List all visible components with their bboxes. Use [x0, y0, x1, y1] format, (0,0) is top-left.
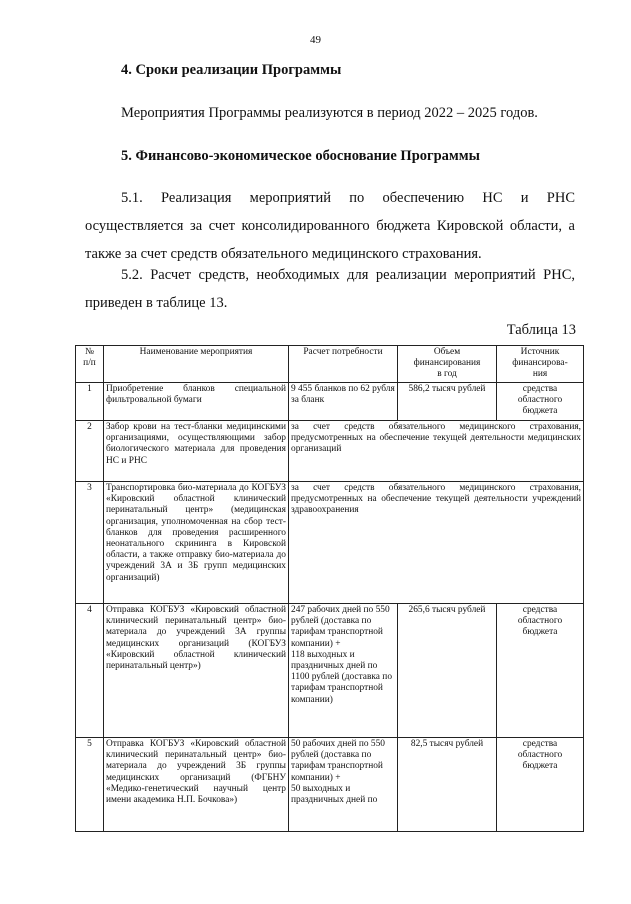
paragraph-5-1-line-3: также за счет средств обязательного медицинского страхования.: [85, 246, 482, 262]
row-name: Отправка КОГБУЗ «Кировский областной клинический перинатальный центр» био-материала до учреждений 3А группы медицинских организаций (КОГБУЗ «Кировский областной клинический перинатальный центр»): [104, 604, 289, 738]
row-num: 4: [76, 604, 104, 738]
header-source: Источник финансирова- ния: [497, 346, 584, 383]
paragraph-5-1-line-2: осуществляется за счет консолидированного бюджета Кировской области, а: [85, 218, 575, 234]
table-row: [76, 421, 584, 482]
row-num: 3: [76, 482, 104, 604]
section-4-heading: 4. Сроки реализации Программы: [121, 62, 342, 78]
table-header-row: [76, 346, 584, 383]
section-4-text: Мероприятия Программы реализуются в период 2022 – 2025 годов.: [121, 105, 538, 121]
row-source: средства областного бюджета: [497, 604, 584, 738]
table-row: [76, 383, 584, 421]
table-row: [76, 738, 584, 832]
row-calc: 247 рабочих дней по 550 рублей (доставка по тарифам транспортной компании) + 118 выходных и праздничных дней по 1100 рублей (доставка по тарифам транспортной компании): [289, 604, 398, 738]
table-row: [76, 482, 584, 604]
row-calc: 9 455 бланков по 62 рубля за бланк: [289, 383, 398, 421]
row-name: Забор крови на тест-бланки медицинскими организациями, осуществляющими забор биологического материала для проведения НС и РНС: [104, 421, 289, 482]
row-source: средства областного бюджета: [497, 738, 584, 832]
page-number: 49: [310, 34, 321, 46]
section-5-heading: 5. Финансово-экономическое обоснование Программы: [121, 148, 480, 164]
row-name: Отправка КОГБУЗ «Кировский областной клинический перинатальный центр» био-материала до учреждений 3Б группы медицинских организаций (ФГБНУ «Медико-генетический научный центр имени академика Н.П. Бочкова»): [104, 738, 289, 832]
row-source: средства областного бюджета: [497, 383, 584, 421]
paragraph-5-2-line-2: приведен в таблице 13.: [85, 295, 228, 311]
table-caption: Таблица 13: [506, 322, 576, 338]
row-merged-source: за счет средств обязательного медицинского страхования, предусмотренных на обеспечение текущей деятельности учреждений здравоохранения: [289, 482, 584, 604]
row-name: Приобретение бланков специальной фильтровальной бумаги: [104, 383, 289, 421]
row-name: Транспортировка био-материала до КОГБУЗ «Кировский областной клинический перинатальный центр» (медицинская организация, уполномоченная на сбор тест-бланков для проведения расширенного неонатального скрининга в Кировской области, а также отправку био-материала до учреждений 3А и 3Б групп медицинских организаций): [104, 482, 289, 604]
row-num: 5: [76, 738, 104, 832]
row-volume: 586,2 тысяч рублей: [398, 383, 497, 421]
row-num: 2: [76, 421, 104, 482]
financing-table: [75, 345, 584, 832]
header-calc: Расчет потребности: [289, 346, 398, 383]
row-num: 1: [76, 383, 104, 421]
header-volume: Объем финансирования в год: [398, 346, 497, 383]
row-volume: 82,5 тысяч рублей: [398, 738, 497, 832]
paragraph-5-2-line-1: 5.2. Расчет средств, необходимых для реализации мероприятий РНС,: [121, 267, 575, 283]
row-merged-source: за счет средств обязательного медицинского страхования, предусмотренных на обеспечение текущей деятельности медицинских организаций: [289, 421, 584, 482]
header-num: № п/п: [76, 346, 104, 383]
header-name: Наименование мероприятия: [104, 346, 289, 383]
paragraph-5-1-line-1: 5.1. Реализация мероприятий по обеспечению НС и РНС: [121, 190, 575, 206]
row-calc: 50 рабочих дней по 550 рублей (доставка по тарифам транспортной компании) + 50 выходных и праздничных дней по: [289, 738, 398, 832]
table-row: [76, 604, 584, 738]
row-volume: 265,6 тысяч рублей: [398, 604, 497, 738]
